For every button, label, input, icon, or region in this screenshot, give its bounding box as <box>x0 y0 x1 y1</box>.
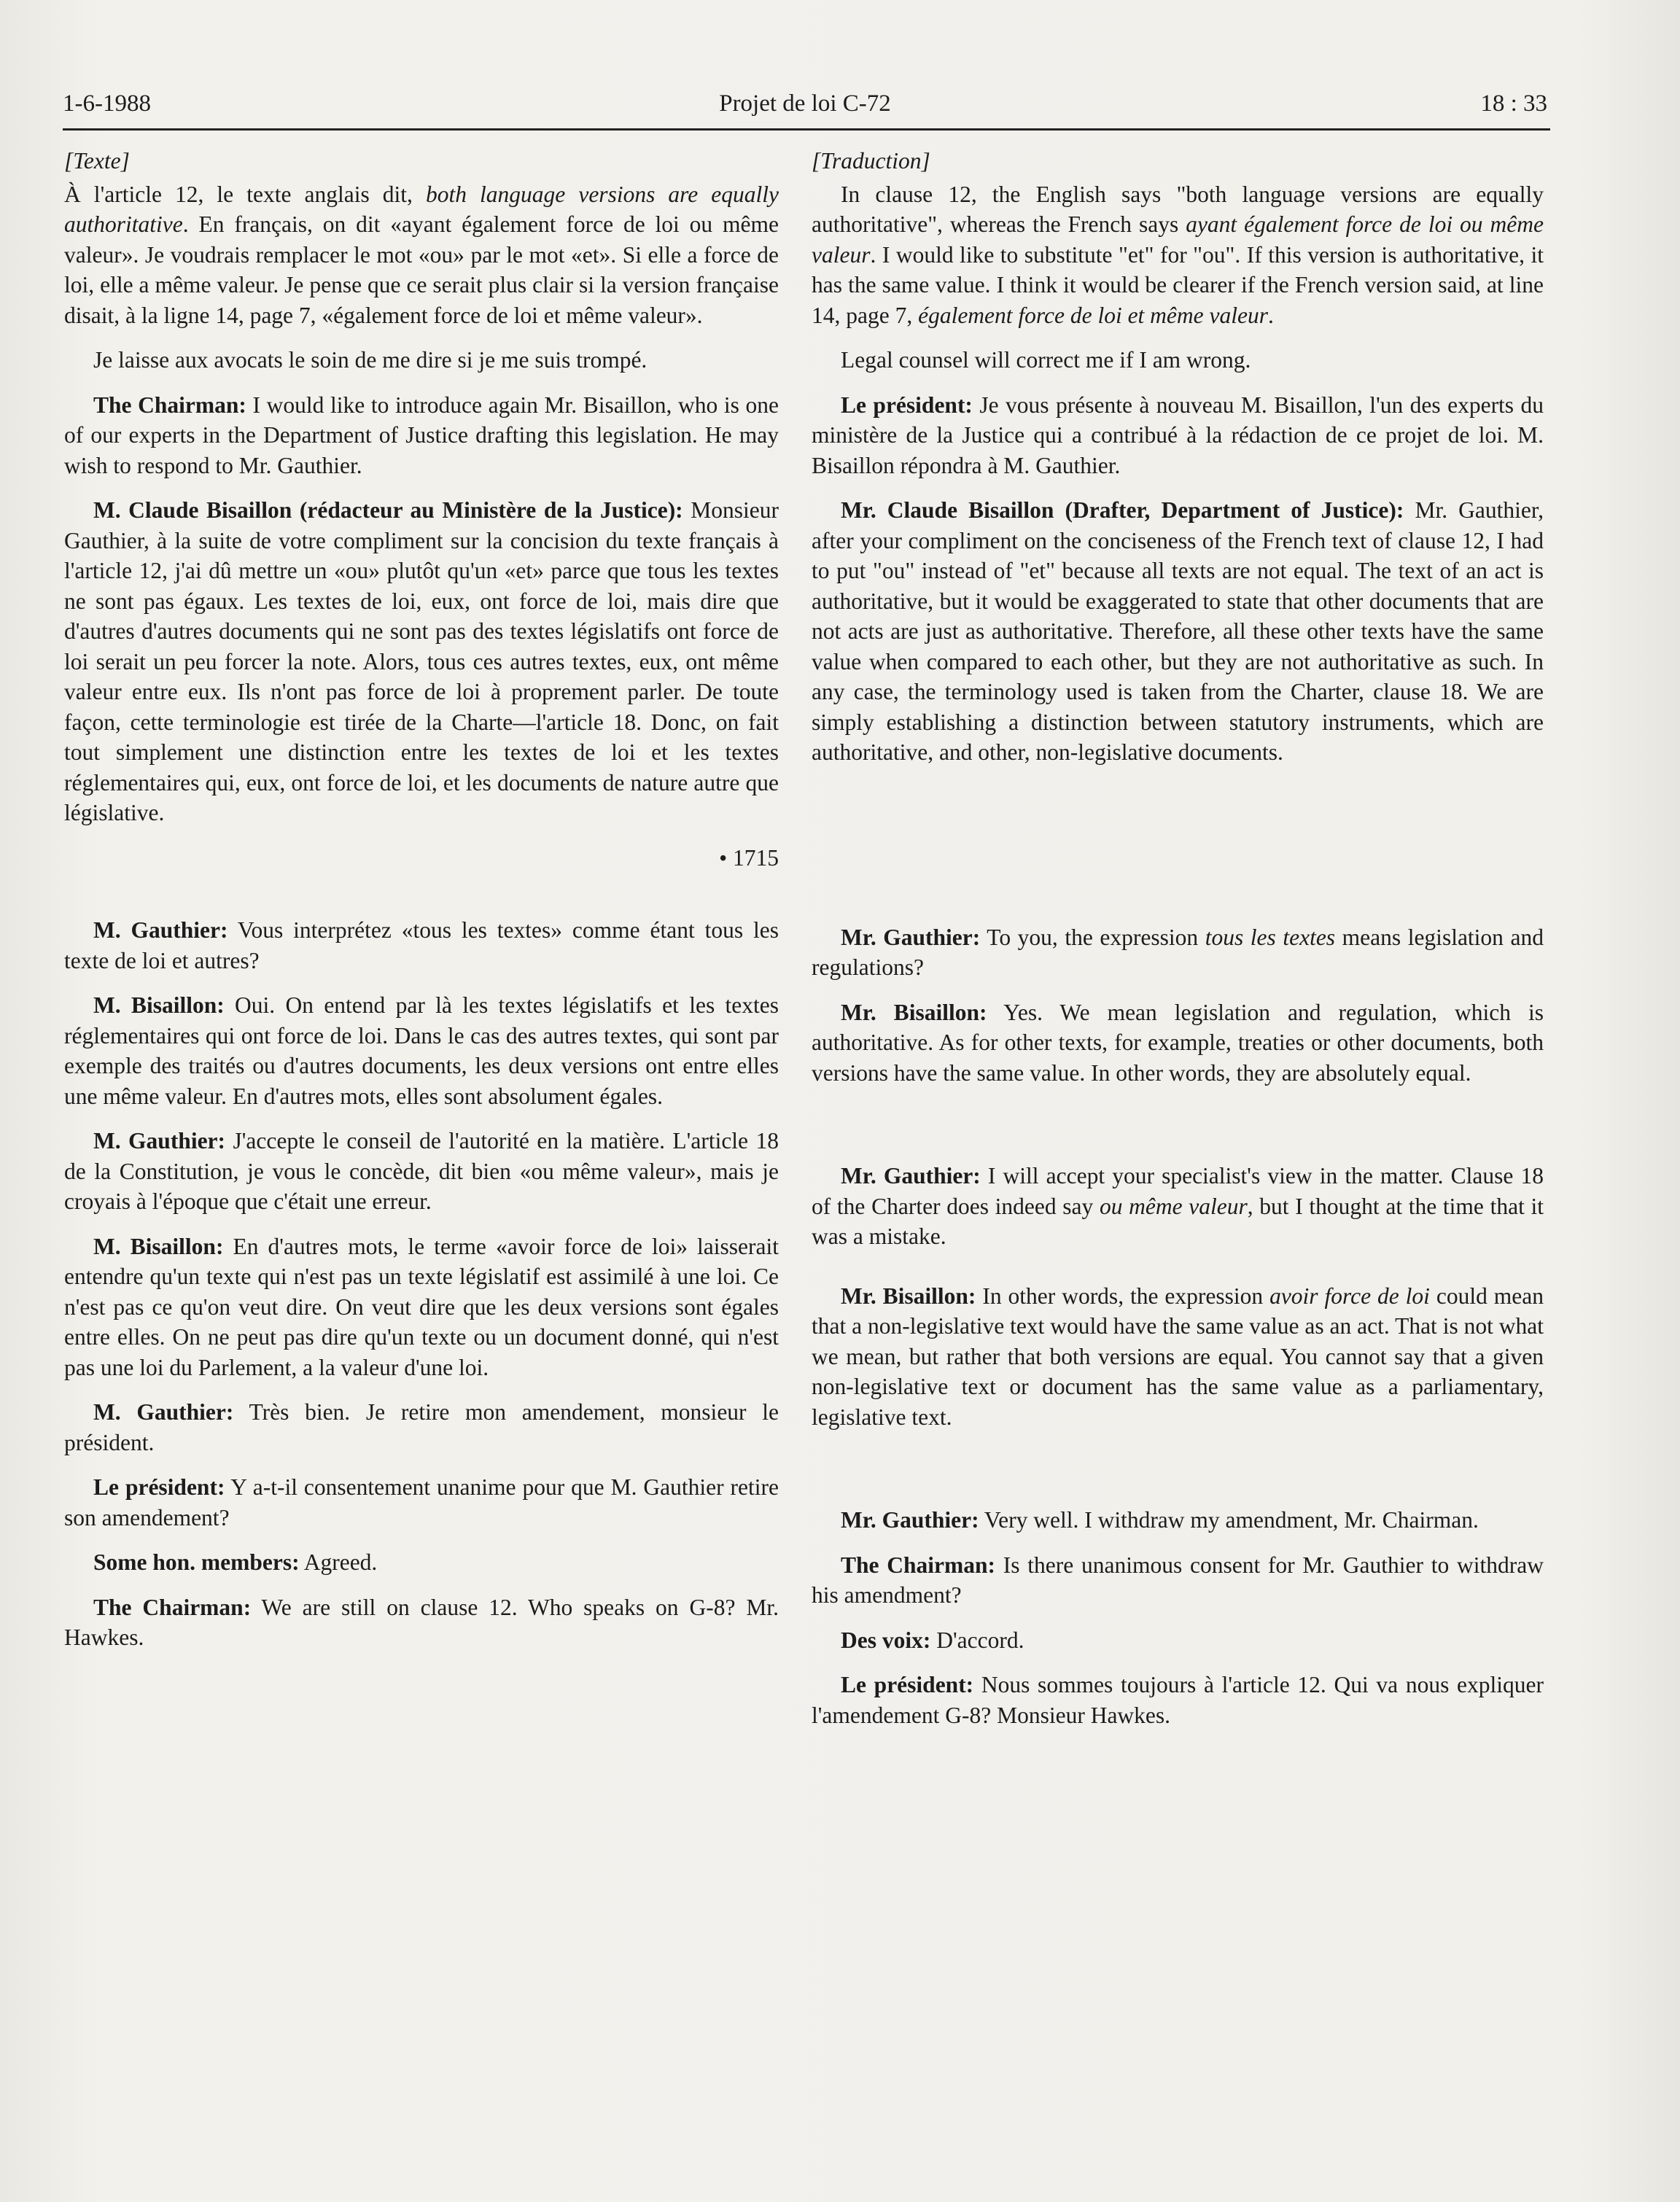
left-text-tag: [Texte] <box>64 148 130 174</box>
right-paragraph-10 <box>812 1550 1544 1611</box>
left-p7-speaker: M. Gauthier: <box>93 1128 226 1153</box>
right-p8-italic: avoir force de loi <box>1269 1283 1430 1309</box>
right-p6-speaker: Mr. Bisaillon: <box>841 999 987 1025</box>
left-p6-speaker: M. Bisaillon: <box>93 992 225 1018</box>
right-p11-speaker: Des voix: <box>841 1627 931 1653</box>
right-paragraph-9 <box>812 1505 1544 1536</box>
left-p9-speaker: M. Gauthier: <box>93 1399 234 1425</box>
right-paragraph-4 <box>812 495 1544 768</box>
right-p7-italic: ou même valeur <box>1099 1193 1248 1219</box>
left-paragraph-1 <box>64 179 779 331</box>
right-translation-tag: [Traduction] <box>812 148 930 174</box>
right-p2-text: Legal counsel will correct me if I am wrong. <box>841 347 1251 373</box>
right-p1-text-a: In clause 12, the English says "both language versions are equally authoritative", whereas the French says <box>812 181 1544 237</box>
left-p8-speaker: M. Bisaillon: <box>93 1233 224 1259</box>
left-p7-text: J'accepte le conseil de l'autorité en la matière. L'article 18 de la Constitution, je vous le concède, dit bien «ou même valeur», mais je croyais à l'époque que c'était une erreur. <box>64 1128 779 1214</box>
right-p1-italic: ayant également force de loi ou même valeur <box>812 211 1544 268</box>
header-rule <box>63 128 1550 131</box>
left-p10-text: Y a-t-il consentement unanime pour que M. Gauthier retire son amendement? <box>64 1474 779 1530</box>
left-p5-text: Vous interprétez «tous les textes» comme étant tous les texte de loi et autres? <box>64 917 779 973</box>
right-p1-text-c: . <box>1268 302 1274 328</box>
right-p5-speaker: Mr. Gauthier: <box>841 924 981 950</box>
right-p7-text-a: I will accept your specialist's view in the matter. Clause 18 of the Charter does indeed say <box>812 1163 1544 1219</box>
header-page-ref: 18 : 33 <box>1480 90 1547 117</box>
right-paragraph-8 <box>812 1281 1544 1433</box>
right-p8-speaker: Mr. Bisaillon: <box>841 1283 976 1309</box>
right-p6-text: Yes. We mean legislation and regulation, which is authoritative. As for other texts, for example, treaties or other documents, both versions have the same value. In other words, they are absolutely equal. <box>812 999 1544 1086</box>
right-p3-speaker: Le président: <box>841 392 973 418</box>
right-p5-text-a: To you, the expression <box>980 924 1205 950</box>
left-paragraph-11 <box>64 1547 779 1578</box>
right-p12-text: Nous sommes toujours à l'article 12. Qui va nous expliquer l'amendement G-8? Monsieur Hawkes. <box>812 1672 1544 1728</box>
left-p2-text: Je laisse aux avocats le soin de me dire si je me suis trompé. <box>93 347 648 373</box>
right-p10-text: Is there unanimous consent for Mr. Gauthier to withdraw his amendment? <box>812 1552 1544 1608</box>
right-p11-text: D'accord. <box>930 1627 1024 1653</box>
left-paragraph-6 <box>64 990 779 1111</box>
left-p4-speaker: M. Claude Bisaillon (rédacteur au Ministère de la Justice): <box>93 497 683 523</box>
left-p1-italic: both language versions are equally authoritative <box>64 181 779 237</box>
right-paragraph-2 <box>812 345 1544 376</box>
right-p7-speaker: Mr. Gauthier: <box>841 1163 981 1188</box>
left-paragraph-8 <box>64 1232 779 1383</box>
left-column <box>64 146 779 1653</box>
left-paragraph-7 <box>64 1126 779 1217</box>
right-p5-italic: tous les textes <box>1205 924 1336 950</box>
right-p4-text: Mr. Gauthier, after your compliment on the conciseness of the French text of clause 12, I had to put "ou" instead of "et" because all texts are not equal. The text of an act is authoritative, but it would be exaggerated to state that other documents that are not acts are just as authoritative. Therefore, all these other texts have the same value when compared to each other, but they are not authoritative as such. In any case, the terminology used is taken from the Charter, clause 18. We are simply establishing a distinction between statutory instruments, which are authoritative, and other, non-legislative documents. <box>812 497 1544 765</box>
right-p5-text-b: means legislation and regulations? <box>812 924 1544 980</box>
right-p12-speaker: Le président: <box>841 1672 974 1697</box>
left-p5-speaker: M. Gauthier: <box>93 917 228 943</box>
left-p3-text: I would like to introduce again Mr. Bisaillon, who is one of our experts in the Department of Justice drafting this legislation. He may wish to respond to Mr. Gauthier. <box>64 392 779 478</box>
left-time-marker: • 1715 <box>719 844 779 871</box>
right-paragraph-11 <box>812 1625 1544 1656</box>
right-paragraph-6 <box>812 997 1544 1089</box>
right-paragraph-1 <box>812 179 1544 331</box>
left-p1-text-a: À l'article 12, le texte anglais dit, <box>64 181 426 207</box>
right-column <box>812 146 1544 1730</box>
right-p1-text-b: . I would like to substitute "et" for "ou". If this version is authoritative, it has the same value. I think it would be clearer if the French version said, at line 14, page 7, <box>812 241 1544 328</box>
left-paragraph-3 <box>64 390 779 481</box>
header-title: Projet de loi C-72 <box>719 90 891 117</box>
left-p12-speaker: The Chairman: <box>93 1594 252 1620</box>
left-p1-text-b: . En français, on dit «ayant également force de loi ou même valeur». Je voudrais remplacer le mot «ou» par le mot «et». Si elle a force de loi, elle a même valeur. Je pense que ce serait plus clair si la version française disait, à la ligne 14, page 7, «également force de loi et même valeur». <box>64 211 779 328</box>
right-p1-italic-2: également force de loi et même valeur <box>918 302 1268 328</box>
right-paragraph-7 <box>812 1161 1544 1252</box>
left-p11-text: Agreed. <box>299 1549 378 1575</box>
left-paragraph-12 <box>64 1592 779 1653</box>
left-p3-speaker: The Chairman: <box>93 392 246 418</box>
right-p9-text: Very well. I withdraw my amendment, Mr. Chairman. <box>979 1507 1479 1533</box>
right-p3-text: Je vous présente à nouveau M. Bisaillon, l'un des experts du ministère de la Justice qui a contribué à la rédaction de ce projet de loi. M. Bisaillon répondra à M. Gauthier. <box>812 392 1544 478</box>
right-p8-text-a: In other words, the expression <box>976 1283 1270 1309</box>
left-paragraph-4 <box>64 495 779 828</box>
right-p10-speaker: The Chairman: <box>841 1552 996 1578</box>
left-p11-speaker: Some hon. members: <box>93 1549 300 1575</box>
left-p6-text: Oui. On entend par là les textes législatifs et les textes réglementaires qui ont force de loi. Dans le cas des autres textes, qui sont par exemple des traités ou d'autres documents, les deux versions ont entre elles une même valeur. En d'autres mots, elles sont absolument égales. <box>64 992 779 1109</box>
left-p12-text: We are still on clause 12. Who speaks on G-8? Mr. Hawkes. <box>64 1594 779 1650</box>
right-paragraph-3 <box>812 390 1544 481</box>
right-p8-text-b: could mean that a non-legislative text would have the same value as an act. That is not what we mean, but rather that both versions are equal. You cannot say that a given non-legislative text or document has the same value as a parliamentary, legislative text. <box>812 1283 1544 1430</box>
page-header <box>63 90 1547 131</box>
right-p4-speaker: Mr. Claude Bisaillon (Drafter, Department of Justice): <box>841 497 1404 523</box>
left-paragraph-9 <box>64 1397 779 1458</box>
left-paragraph-10 <box>64 1472 779 1533</box>
right-p9-speaker: Mr. Gauthier: <box>841 1507 979 1533</box>
right-p7-text-b: , but I thought at the time that it was a mistake. <box>812 1193 1544 1249</box>
right-paragraph-12 <box>812 1670 1544 1730</box>
left-p8-text: En d'autres mots, le terme «avoir force de loi» laisserait entendre qu'un texte qui n'est pas un texte législatif est assimilé à une loi. Ce n'est pas ce qu'on veut dire. On veut dire que les deux versions sont égales entre elles. On ne peut pas dire qu'un texte ou un document donné, qui n'est pas une loi du Parlement, a la valeur d'une loi. <box>64 1233 779 1380</box>
left-paragraph-5 <box>64 915 779 976</box>
left-p9-text: Très bien. Je retire mon amendement, monsieur le président. <box>64 1399 779 1455</box>
left-p4-text: Monsieur Gauthier, à la suite de votre compliment sur la concision du texte français à l'article 12, j'ai dû mettre un «ou» plutôt qu'un «et» parce que tous les textes ne sont pas égaux. Les textes de loi, eux, ont force de loi, mais dire que d'autres d'autres documents qui ne sont pas des textes législatifs ont force de loi serait un peu forcer la note. Alors, tous ces autres textes, eux, ont même valeur entre eux. Ils n'ont pas force de loi à proprement parler. De toute façon, cette terminologie est tirée de la Charte—l'article 18. Donc, on fait tout simplement une distinction entre les textes de loi et les textes réglementaires qui, eux, ont force de loi, et les documents de nature autre que législative. <box>64 497 779 825</box>
header-date: 1-6-1988 <box>63 90 151 117</box>
left-paragraph-2 <box>64 345 779 376</box>
right-paragraph-5 <box>812 922 1544 983</box>
left-p10-speaker: Le président: <box>93 1474 225 1500</box>
